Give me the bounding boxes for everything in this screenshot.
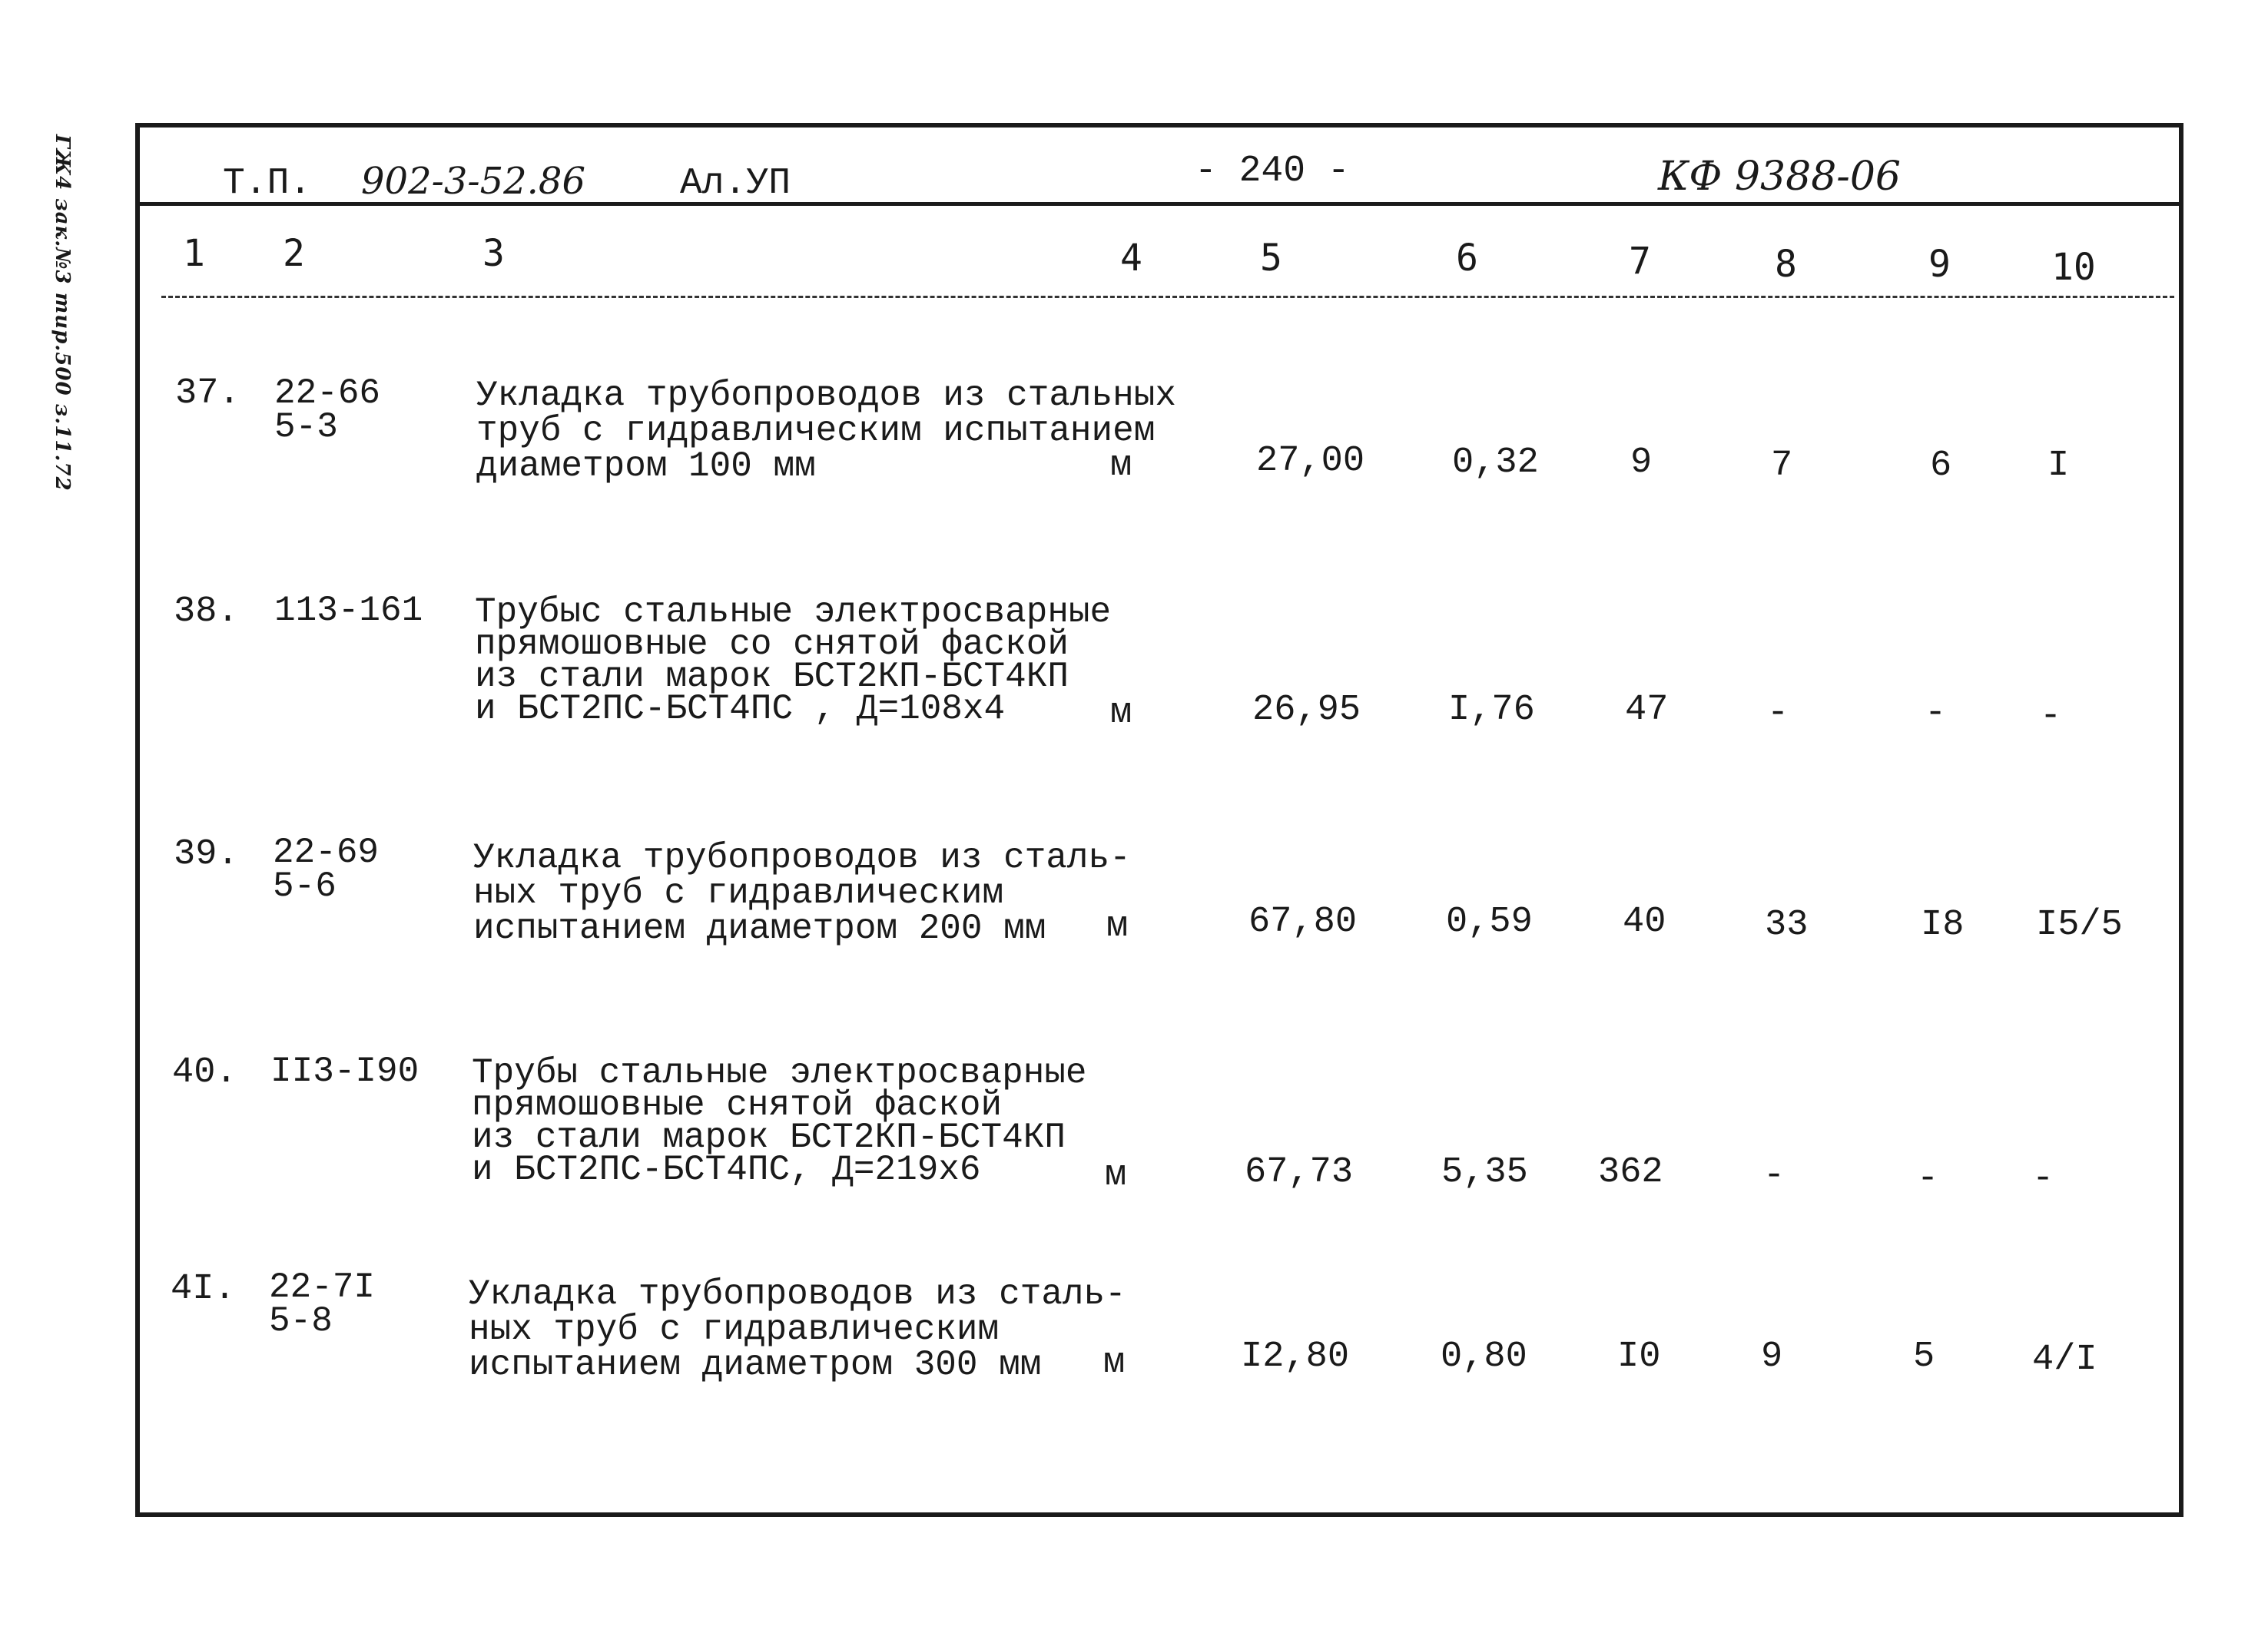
row-col8: 9 [1761, 1337, 1783, 1377]
row-col6: I,76 [1448, 690, 1535, 730]
row-col7: 362 [1598, 1152, 1663, 1193]
col-number-9: 9 [1928, 243, 1951, 286]
row-col5: 67,73 [1245, 1152, 1354, 1193]
row-description: Укладка трубопроводов из сталь- ных труб с гидравлическим испытанием диаметром 200 мм [473, 838, 1131, 949]
row-description: Трубыс стальные электросварные прямошовные со снятой фаской из стали марок БСТ2КП-БСТ4КП и БСТ2ПС-БСТ4ПС , Д=108х4 [475, 592, 1112, 729]
row-unit: м [1110, 693, 1132, 734]
row-col6: 5,35 [1441, 1152, 1528, 1193]
side-print-note: ГЖ4 зак.№3 тир.500 з.11.72 [51, 134, 74, 492]
row-col10: - [2032, 1158, 2054, 1199]
page-number: - 240 - [1195, 151, 1350, 192]
col-number-6: 6 [1456, 237, 1478, 280]
row-description: Трубы стальные электросварные прямошовные снятой фаской из стали марок БСТ2КП-БСТ4КП и БСТ2ПС-БСТ4ПС, Д=219х6 [472, 1053, 1087, 1190]
row-code: II3-I90 [270, 1052, 419, 1091]
tp-number: 902-3-52.86 [361, 160, 586, 203]
row-unit: м [1103, 1343, 1126, 1383]
row-col8: - [1767, 693, 1789, 734]
row-col7: 9 [1630, 442, 1653, 483]
col-number-4: 4 [1120, 237, 1142, 280]
row-col8: - [1763, 1155, 1786, 1196]
row-col5: 27,00 [1256, 441, 1365, 482]
row-col9: 6 [1930, 446, 1952, 486]
row-description: Укладка трубопроводов из сталь- ных труб с гидравлическим испытанием диаметром 300 мм [469, 1274, 1126, 1385]
row-col9: - [1917, 1158, 1939, 1199]
album-label: Ал.УП [680, 163, 791, 204]
row-number: 38. [174, 591, 239, 632]
row-code: 22-66 5-3 [274, 373, 381, 447]
row-col6: 0,59 [1446, 902, 1533, 942]
row-code: 113-161 [274, 591, 423, 631]
col-number-10: 10 [2051, 246, 2096, 289]
col-number-3: 3 [482, 232, 505, 275]
col-number-8: 8 [1775, 243, 1797, 286]
row-unit: м [1110, 446, 1132, 486]
row-col9: I8 [1921, 905, 1965, 946]
row-col10: - [2040, 696, 2062, 737]
row-col7: 47 [1625, 690, 1669, 730]
row-col7: I0 [1617, 1337, 1661, 1377]
tp-label: Т.П. [223, 163, 312, 204]
row-number: 39. [174, 834, 239, 875]
row-number: 37. [175, 373, 240, 414]
col-number-7: 7 [1629, 240, 1651, 283]
row-col5: 26,95 [1252, 690, 1361, 730]
row-col5: 67,80 [1248, 902, 1358, 942]
row-col8: 7 [1771, 446, 1793, 486]
row-col8: 33 [1765, 905, 1809, 946]
row-number: 40. [172, 1052, 237, 1093]
row-unit: м [1105, 1155, 1127, 1196]
row-col7: 40 [1623, 902, 1666, 942]
row-number: 4I. [171, 1269, 236, 1310]
col-number-2: 2 [283, 232, 305, 275]
row-code: 22-69 5-6 [273, 833, 380, 906]
col-number-5: 5 [1260, 237, 1282, 280]
row-col9: - [1925, 693, 1947, 734]
row-code: 22-7I 5-8 [269, 1267, 376, 1341]
row-description: Укладка трубопроводов из стальных труб с гидравлическим испытанием диаметром 100 мм [476, 376, 1176, 486]
row-col10: I [2048, 446, 2070, 486]
page-frame [135, 123, 2183, 1517]
column-number-divider [161, 296, 2174, 298]
col-number-1: 1 [183, 232, 205, 275]
row-col6: 0,80 [1441, 1337, 1527, 1377]
row-unit: м [1106, 906, 1129, 947]
row-col10: 4/I [2032, 1340, 2097, 1380]
document-code: КФ 9388-06 [1658, 154, 1902, 200]
row-col9: 5 [1913, 1337, 1935, 1377]
row-col5: I2,80 [1241, 1337, 1350, 1377]
row-col6: 0,32 [1452, 442, 1539, 483]
row-col10: I5/5 [2036, 905, 2123, 946]
